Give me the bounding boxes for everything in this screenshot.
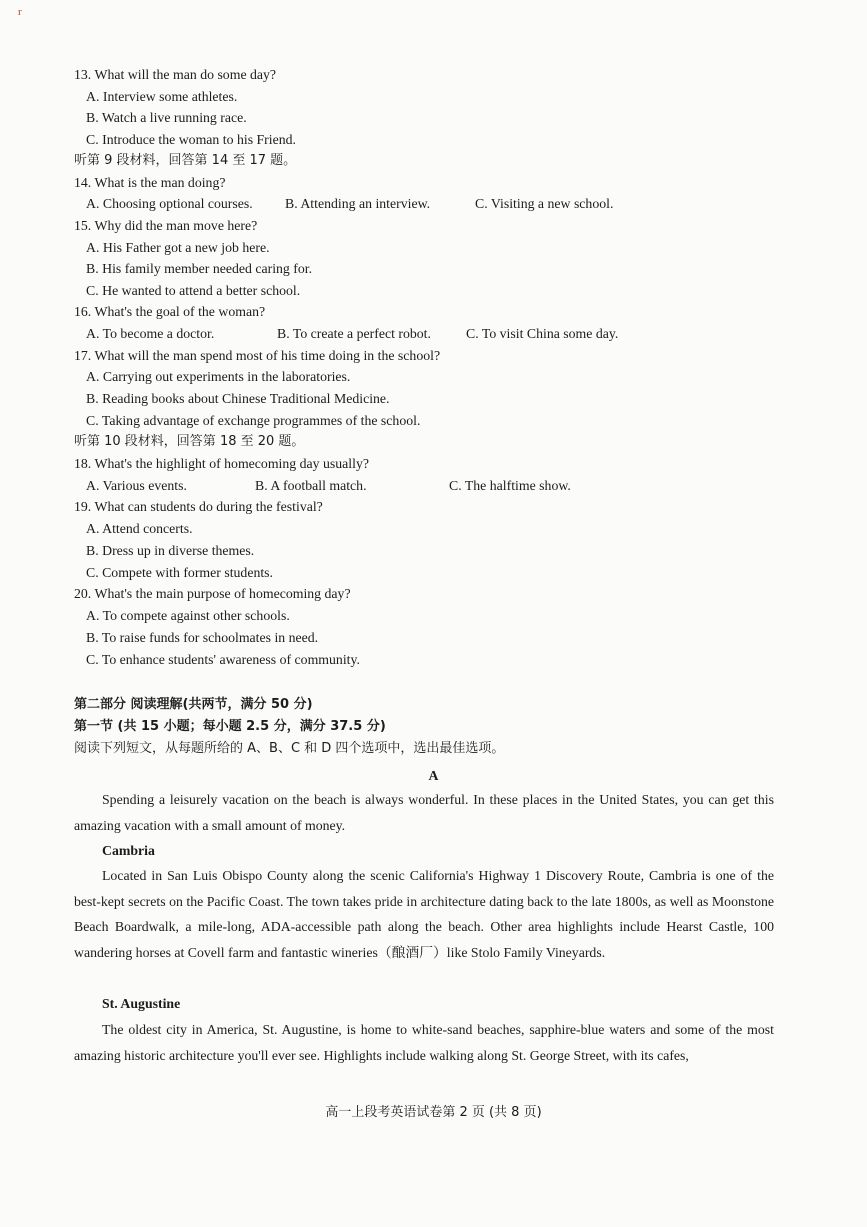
section-9-instruction: 听第 9 段材料，回答第 14 至 17 题。 bbox=[74, 153, 297, 168]
question-14-stem: 14. What is the man doing? bbox=[74, 175, 226, 190]
question-20-option-a: A. To compete against other schools. bbox=[86, 608, 290, 623]
question-13-stem: 13. What will the man do some day? bbox=[74, 67, 277, 82]
question-15-option-c: C. He wanted to attend a better school. bbox=[86, 283, 301, 298]
question-15-stem: 15. Why did the man move here? bbox=[74, 218, 258, 233]
question-13-option-a: A. Interview some athletes. bbox=[86, 89, 238, 104]
page-footer: 高一上段考英语试卷第 2 页 (共 8 页) bbox=[325, 1105, 542, 1120]
question-18-option-a: A. Various events. bbox=[86, 478, 187, 493]
question-17-option-a: A. Carrying out experiments in the laboratories. bbox=[86, 369, 351, 384]
question-20-stem: 20. What's the main purpose of homecoming day? bbox=[74, 586, 351, 601]
question-20-option-c: C. To enhance students' awareness of community. bbox=[86, 652, 360, 667]
question-16-option-c: C. To visit China some day. bbox=[466, 326, 619, 341]
question-18-option-b: B. A football match. bbox=[255, 478, 367, 493]
question-14-option-c: C. Visiting a new school. bbox=[475, 196, 614, 211]
passage-label: A bbox=[428, 768, 439, 783]
question-15-option-a: A. His Father got a new job here. bbox=[86, 240, 270, 255]
question-20-option-b: B. To raise funds for schoolmates in need. bbox=[86, 630, 319, 645]
part-2-title: 第二部分 阅读理解(共两节，满分 50 分) bbox=[74, 697, 313, 712]
question-16-option-b: B. To create a perfect robot. bbox=[277, 326, 431, 341]
section-10-instruction: 听第 10 段材料，回答第 18 至 20 题。 bbox=[74, 434, 305, 449]
question-19-stem: 19. What can students do during the festival? bbox=[74, 499, 323, 514]
question-13-option-c: C. Introduce the woman to his Friend. bbox=[86, 132, 296, 147]
st-augustine-paragraph: The oldest city in America, St. Augustine, is home to white-sand beaches, sapphire-blue waters and some of the most amazing historic architecture you'll ever see. Highlights include walking along St. George Street, with its cafes, bbox=[74, 1022, 774, 1063]
question-14-option-a: A. Choosing optional courses. bbox=[86, 196, 253, 211]
section-1-title: 第一节 (共 15 小题；每小题 2.5 分，满分 37.5 分) bbox=[74, 719, 386, 734]
question-18-option-c: C. The halftime show. bbox=[449, 478, 571, 493]
question-17-option-b: B. Reading books about Chinese Traditional Medicine. bbox=[86, 391, 390, 406]
question-19-option-c: C. Compete with former students. bbox=[86, 565, 273, 580]
question-15-option-b: B. His family member needed caring for. bbox=[86, 261, 313, 276]
corner-mark: r bbox=[18, 6, 22, 18]
question-16-option-a: A. To become a doctor. bbox=[86, 326, 215, 341]
passage-intro: Spending a leisurely vacation on the beach is always wonderful. In these places in the United States, you can get this amazing vacation with a small amount of money. bbox=[74, 792, 774, 833]
st-augustine-heading: St. Augustine bbox=[102, 996, 181, 1011]
question-17-option-c: C. Taking advantage of exchange programmes of the school. bbox=[86, 413, 421, 428]
question-14-option-b: B. Attending an interview. bbox=[285, 196, 431, 211]
question-19-option-b: B. Dress up in diverse themes. bbox=[86, 543, 255, 558]
reading-instruction: 阅读下列短文，从每题所给的 A、B、C 和 D 四个选项中，选出最佳选项。 bbox=[74, 741, 505, 756]
question-18-stem: 18. What's the highlight of homecoming day usually? bbox=[74, 456, 369, 471]
question-16-stem: 16. What's the goal of the woman? bbox=[74, 304, 266, 319]
cambria-heading: Cambria bbox=[102, 843, 155, 858]
cambria-paragraph: Located in San Luis Obispo County along the scenic California's Highway 1 Discovery Route, Cambria is one of the best-kept secrets on the Pacific Coast. The town takes pride in architecture dating back to the late 1800s, as well as Moonstone Beach Boardwalk, a mile-long, ADA-accessible path along the beach. Other area highlights include Hearst Castle, 100 wandering horses at Covell farm and fantastic wineries（酿酒厂）like Stolo Family Vineyards. bbox=[74, 868, 774, 960]
question-19-option-a: A. Attend concerts. bbox=[86, 521, 193, 536]
question-17-stem: 17. What will the man spend most of his time doing in the school? bbox=[74, 348, 441, 363]
question-13-option-b: B. Watch a live running race. bbox=[86, 110, 247, 125]
